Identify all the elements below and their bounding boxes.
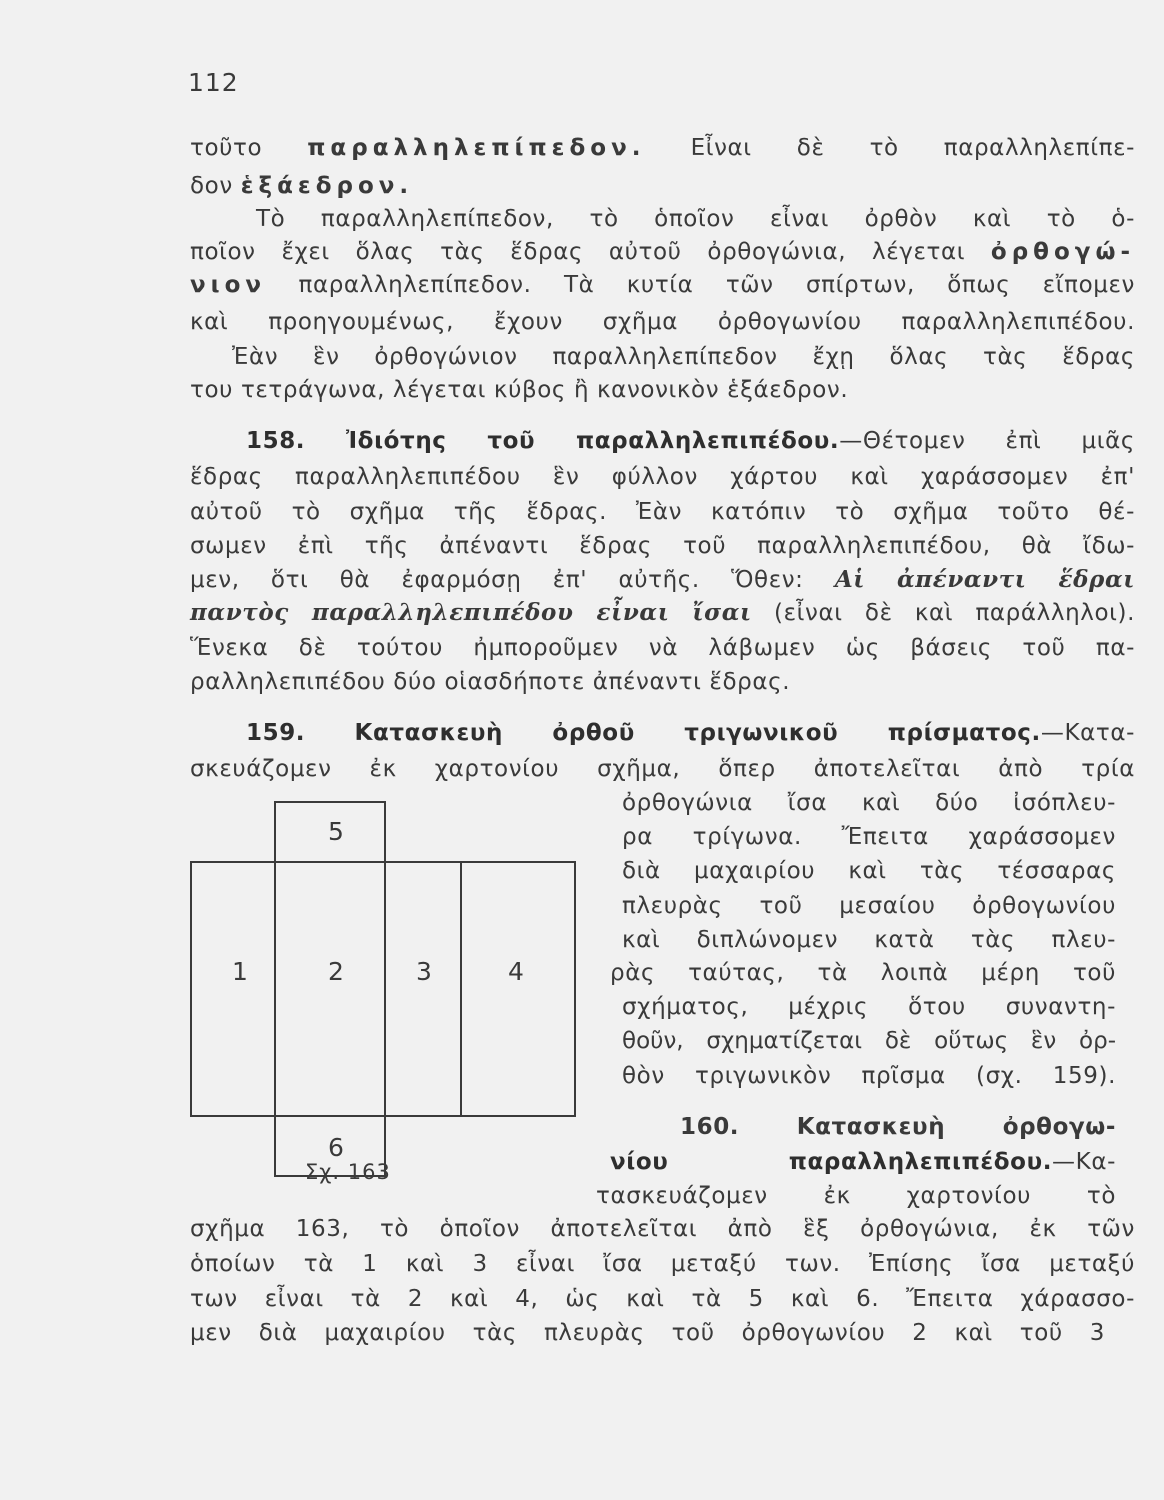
text-line: θὸν τριγωνικὸν πρῖσμα (σχ. 159).: [622, 1063, 1116, 1089]
text-line: Ἕνεκα δὲ τούτου ἠμποροῦμεν νὰ λάβωμεν ὡς βάσεις τοῦ πα-: [190, 635, 1135, 661]
section-heading-159: [246, 718, 1135, 748]
section-heading-158: [246, 426, 1135, 456]
text-line: του τετράγωνα, λέγεται κύβος ἢ κανονικὸν ἑξάεδρον.: [190, 377, 849, 403]
text-line: [190, 237, 1135, 267]
text-line: Τὸ παραλληλεπίπεδον, τὸ ὁποῖον εἶναι ὀρθὸν καὶ τὸ ὁ-: [256, 206, 1135, 232]
text-line: σκευάζομεν ἐκ χαρτονίου σχῆμα, ὅπερ ἀποτελεῖται ἀπὸ τρία: [190, 756, 1135, 782]
text-line: ὀρθογώνια ἴσα καὶ δύο ἰσόπλευ-: [622, 790, 1116, 816]
text-line: τασκευάζομεν ἐκ χαρτονίου τὸ: [596, 1183, 1116, 1209]
section-heading-160: 160. Κατασκευὴ ὀρθογω-: [680, 1114, 1116, 1140]
heading-title: 159. Κατασκευὴ ὀρθοῦ τριγωνικοῦ πρίσματος.: [246, 720, 1041, 746]
text-line: μεν διὰ μαχαιρίου τὰς πλευρὰς τοῦ ὀρθογωνίου 2 καὶ τοῦ 3: [190, 1320, 1105, 1346]
text-line: ὁποίων τὰ 1 καὶ 3 εἶναι ἴσα μεταξύ των. Ἐπίσης ἴσα μεταξύ: [190, 1251, 1135, 1277]
text-line: καὶ διπλώνομεν κατὰ τὰς πλευ-: [622, 927, 1116, 953]
text-line: Ἐὰν ἓν ὀρθογώνιον παραλληλεπίπεδον ἔχῃ ὅλας τὰς ἕδρας: [232, 344, 1135, 370]
text-span: —Κα-: [1052, 1149, 1116, 1175]
text-line: θοῦν, σχηματίζεται δὲ οὕτως ἓν ὀρ-: [622, 1028, 1116, 1054]
text-line: [190, 270, 1135, 300]
text-line: ρα τρίγωνα. Ἔπειτα χαράσσομεν: [622, 824, 1116, 850]
face-label: 3: [416, 957, 432, 986]
text-span: ποῖον ἔχει ὅλας τὰς ἕδρας αὐτοῦ ὀρθογώνια, λέγεται: [190, 239, 991, 265]
text-span: —Θέτομεν ἐπὶ μιᾶς: [839, 428, 1135, 454]
text-span: Εἶναι δὲ τὸ παραλληλεπίπε-: [645, 135, 1135, 161]
face-label: 1: [232, 957, 248, 986]
text-span: —Κατα-: [1040, 720, 1135, 746]
text-span: τοῦτο: [190, 135, 308, 161]
text-line: καὶ προηγουμένως, ἔχουν σχῆμα ὀρθογωνίου παραλληλεπιπέδου.: [190, 309, 1135, 335]
text-span: παραλληλεπίπεδον. Τὰ κυτία τῶν σπίρτων, ὅπως εἴπομεν: [266, 272, 1135, 298]
face-label: 2: [328, 957, 344, 986]
text-line: σωμεν ἐπὶ τῆς ἀπέναντι ἕδρας τοῦ παραλληλεπιπέδου, θὰ ἴδω-: [190, 533, 1135, 559]
heading-title: 158. Ἰδιότης τοῦ παραλληλεπιπέδου.: [246, 428, 840, 454]
text-line: ἕδρας παραλληλεπιπέδου ἓν φύλλον χάρτου καὶ χαράσσομεν ἐπ': [190, 464, 1135, 490]
heading-title: νίου παραλληλεπιπέδου.: [610, 1149, 1053, 1175]
text-line: σχῆμα 163, τὸ ὁποῖον ἀποτελεῖται ἀπὸ ἓξ ὀρθογώνια, ἐκ τῶν: [190, 1216, 1135, 1242]
figure-caption: Σχ. 163: [305, 1160, 391, 1184]
face-label: 5: [328, 817, 344, 846]
face-label: 6: [328, 1133, 344, 1162]
text-line: σχήματος, μέχρις ὅτου συναντη-: [622, 994, 1116, 1020]
text-line: [190, 133, 1135, 163]
text-line: των εἶναι τὰ 2 καὶ 4, ὡς καὶ τὰ 5 καὶ 6. Ἔπειτα χάρασσο-: [190, 1286, 1135, 1312]
text-span: δον: [190, 173, 241, 199]
page-number: 112: [188, 68, 239, 97]
text-span: (εἶναι δὲ καὶ παράλληλοι).: [751, 600, 1135, 626]
text-line: [190, 565, 1135, 595]
text-line: αὐτοῦ τὸ σχῆμα τῆς ἕδρας. Ἐὰν κατόπιν τὸ σχῆμα τοῦτο θέ-: [190, 499, 1135, 525]
net-face-2: [274, 861, 386, 1117]
spaced-term: παραλληλεπίπεδον.: [307, 135, 646, 161]
spaced-term: ἑξάεδρον.: [240, 173, 414, 199]
text-span: μεν, ὅτι θὰ ἐφαρμόσῃ ἐπ' αὐτῆς. Ὅθεν:: [190, 567, 835, 593]
text-line: [190, 171, 413, 201]
text-line: διὰ μαχαιρίου καὶ τὰς τέσσαρας: [622, 858, 1116, 884]
text-line: ρὰς ταύτας, τὰ λοιπὰ μέρη τοῦ: [610, 960, 1116, 986]
text-line: πλευρὰς τοῦ μεσαίου ὀρθογωνίου: [622, 893, 1116, 919]
text-line: [190, 598, 1135, 628]
spaced-term: νιον: [190, 272, 267, 298]
theorem-text: παντὸς παραλληλεπιπέδου εἶναι ἴσαι: [190, 599, 752, 626]
theorem-text: Αἱ ἀπέναντι ἕδραι: [834, 566, 1135, 593]
figure-163-net: [190, 795, 590, 1195]
spaced-term: ὀρθογώ-: [990, 239, 1135, 265]
text-line: [610, 1147, 1116, 1177]
face-label: 4: [508, 957, 524, 986]
net-face-3: [384, 861, 462, 1117]
text-line: ραλληλεπιπέδου δύο οἱασδήποτε ἀπέναντι ἕδρας.: [190, 669, 791, 695]
